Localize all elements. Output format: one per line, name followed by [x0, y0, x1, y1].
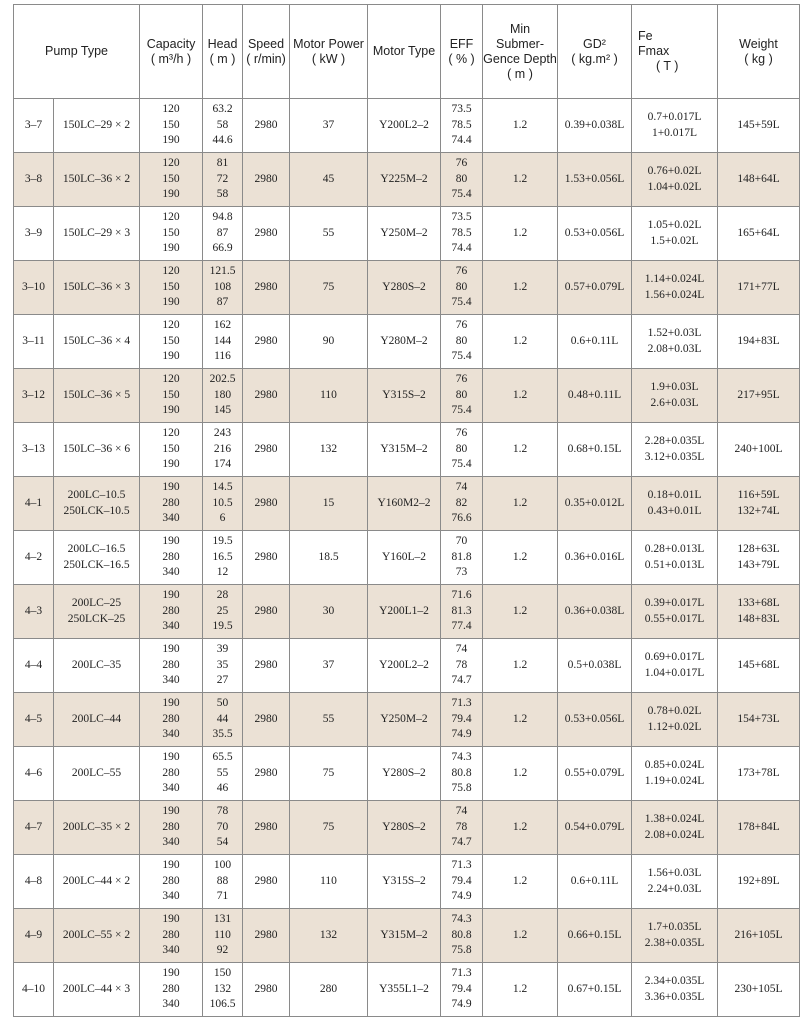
motor-power-value: 18.5 [290, 531, 368, 585]
table-row [14, 423, 800, 477]
motor-power-value: 37 [290, 99, 368, 153]
fe-fmax-values: 1.7+0.035L 2.38+0.035L [632, 909, 718, 963]
head-values: 150 132 106.5 [203, 963, 243, 1017]
fe-fmax-values: 1.14+0.024L 1.56+0.024L [632, 261, 718, 315]
weight-values: 178+84L [718, 801, 800, 855]
speed-value: 2980 [243, 909, 290, 963]
fe-fmax-values: 1.05+0.02L 1.5+0.02L [632, 207, 718, 261]
row-id: 4–2 [14, 531, 54, 585]
table-body [14, 99, 800, 1017]
row-id: 4–10 [14, 963, 54, 1017]
speed-value: 2980 [243, 423, 290, 477]
submergence-value: 1.2 [483, 531, 558, 585]
weight-values: 165+64L [718, 207, 800, 261]
pump-model: 200LC–10.5 250LCK–10.5 [54, 477, 140, 531]
weight-values: 173+78L [718, 747, 800, 801]
row-id: 4–7 [14, 801, 54, 855]
capacity-values: 190 280 340 [140, 585, 203, 639]
row-id: 3–8 [14, 153, 54, 207]
submergence-value: 1.2 [483, 639, 558, 693]
pump-model: 150LC–29 × 3 [54, 207, 140, 261]
motor-type-value: Y250M–2 [368, 207, 441, 261]
submergence-value: 1.2 [483, 693, 558, 747]
motor-power-value: 15 [290, 477, 368, 531]
submergence-value: 1.2 [483, 261, 558, 315]
head-values: 81 72 58 [203, 153, 243, 207]
pump-model: 200LC–44 × 3 [54, 963, 140, 1017]
gd2-value: 0.53+0.056L [558, 693, 632, 747]
gd2-value: 0.36+0.038L [558, 585, 632, 639]
eff-values: 74 78 74.7 [441, 801, 483, 855]
head-values: 14.5 10.5 6 [203, 477, 243, 531]
speed-value: 2980 [243, 639, 290, 693]
row-id: 4–8 [14, 855, 54, 909]
motor-power-value: 132 [290, 423, 368, 477]
gd2-value: 0.57+0.079L [558, 261, 632, 315]
table-row [14, 855, 800, 909]
eff-values: 74 78 74.7 [441, 639, 483, 693]
gd2-value: 0.68+0.15L [558, 423, 632, 477]
motor-power-value: 75 [290, 747, 368, 801]
table-row [14, 153, 800, 207]
motor-type-value: Y280S–2 [368, 261, 441, 315]
gd2-value: 0.36+0.016L [558, 531, 632, 585]
capacity-values: 120 150 190 [140, 261, 203, 315]
eff-values: 74 82 76.6 [441, 477, 483, 531]
speed-value: 2980 [243, 531, 290, 585]
head-values: 100 88 71 [203, 855, 243, 909]
speed-value: 2980 [243, 153, 290, 207]
row-id: 3–12 [14, 369, 54, 423]
capacity-values: 190 280 340 [140, 855, 203, 909]
weight-values: 128+63L 143+79L [718, 531, 800, 585]
pump-model: 200LC–35 [54, 639, 140, 693]
pump-model: 150LC–36 × 6 [54, 423, 140, 477]
motor-type-value: Y355L1–2 [368, 963, 441, 1017]
submergence-value: 1.2 [483, 153, 558, 207]
row-id: 4–1 [14, 477, 54, 531]
fe-fmax-values: 0.76+0.02L 1.04+0.02L [632, 153, 718, 207]
submergence-value: 1.2 [483, 585, 558, 639]
capacity-values: 120 150 190 [140, 315, 203, 369]
table-row [14, 963, 800, 1017]
gd2-value: 0.6+0.11L [558, 855, 632, 909]
motor-type-value: Y250M–2 [368, 693, 441, 747]
head-values: 78 70 54 [203, 801, 243, 855]
head-values: 202.5 180 145 [203, 369, 243, 423]
weight-values: 217+95L [718, 369, 800, 423]
gd2-value: 0.66+0.15L [558, 909, 632, 963]
header-capacity: Capacity ( m³/h ) [140, 5, 203, 99]
fe-fmax-values: 1.52+0.03L 2.08+0.03L [632, 315, 718, 369]
motor-power-value: 45 [290, 153, 368, 207]
eff-values: 76 80 75.4 [441, 423, 483, 477]
fe-fmax-values: 2.28+0.035L 3.12+0.035L [632, 423, 718, 477]
table-row [14, 531, 800, 585]
weight-values: 154+73L [718, 693, 800, 747]
weight-values: 133+68L 148+83L [718, 585, 800, 639]
motor-power-value: 75 [290, 801, 368, 855]
header-submergence: Min Submer- Gence Depth ( m ) [483, 5, 558, 99]
motor-power-value: 55 [290, 207, 368, 261]
speed-value: 2980 [243, 747, 290, 801]
pump-model: 150LC–36 × 5 [54, 369, 140, 423]
motor-power-value: 30 [290, 585, 368, 639]
submergence-value: 1.2 [483, 801, 558, 855]
gd2-value: 1.53+0.056L [558, 153, 632, 207]
speed-value: 2980 [243, 261, 290, 315]
table-row [14, 477, 800, 531]
motor-type-value: Y200L2–2 [368, 99, 441, 153]
table-row [14, 207, 800, 261]
gd2-value: 0.39+0.038L [558, 99, 632, 153]
gd2-value: 0.67+0.15L [558, 963, 632, 1017]
motor-type-value: Y200L2–2 [368, 639, 441, 693]
header-motor-power: Motor Power ( kW ) [290, 5, 368, 99]
pump-spec-sheet [13, 4, 799, 1017]
fe-fmax-values: 0.78+0.02L 1.12+0.02L [632, 693, 718, 747]
eff-values: 73.5 78.5 74.4 [441, 207, 483, 261]
weight-values: 192+89L [718, 855, 800, 909]
gd2-value: 0.35+0.012L [558, 477, 632, 531]
head-values: 63.2 58 44.6 [203, 99, 243, 153]
head-values: 243 216 174 [203, 423, 243, 477]
pump-model: 200LC–16.5 250LCK–16.5 [54, 531, 140, 585]
capacity-values: 190 280 340 [140, 909, 203, 963]
row-id: 4–9 [14, 909, 54, 963]
head-values: 121.5 108 87 [203, 261, 243, 315]
speed-value: 2980 [243, 801, 290, 855]
head-values: 94.8 87 66.9 [203, 207, 243, 261]
motor-type-value: Y225M–2 [368, 153, 441, 207]
weight-values: 148+64L [718, 153, 800, 207]
gd2-value: 0.5+0.038L [558, 639, 632, 693]
pump-model: 200LC–55 [54, 747, 140, 801]
header-pump-type: Pump Type [14, 5, 140, 99]
motor-power-value: 110 [290, 855, 368, 909]
eff-values: 71.3 79.4 74.9 [441, 855, 483, 909]
submergence-value: 1.2 [483, 423, 558, 477]
motor-type-value: Y160M2–2 [368, 477, 441, 531]
weight-values: 171+77L [718, 261, 800, 315]
motor-type-value: Y315M–2 [368, 909, 441, 963]
eff-values: 70 81.8 73 [441, 531, 483, 585]
fe-fmax-values: 1.38+0.024L 2.08+0.024L [632, 801, 718, 855]
submergence-value: 1.2 [483, 855, 558, 909]
capacity-values: 120 150 190 [140, 423, 203, 477]
head-values: 19.5 16.5 12 [203, 531, 243, 585]
capacity-values: 190 280 340 [140, 531, 203, 585]
fe-fmax-values: 0.18+0.01L 0.43+0.01L [632, 477, 718, 531]
table-row [14, 369, 800, 423]
fe-fmax-values: 1.56+0.03L 2.24+0.03L [632, 855, 718, 909]
head-values: 39 35 27 [203, 639, 243, 693]
header-row [14, 5, 800, 99]
fe-fmax-values: 1.9+0.03L 2.6+0.03L [632, 369, 718, 423]
header-motor-type: Motor Type [368, 5, 441, 99]
speed-value: 2980 [243, 855, 290, 909]
submergence-value: 1.2 [483, 99, 558, 153]
row-id: 3–11 [14, 315, 54, 369]
table-row [14, 909, 800, 963]
gd2-value: 0.54+0.079L [558, 801, 632, 855]
header-eff: EFF ( % ) [441, 5, 483, 99]
pump-model: 200LC–44 × 2 [54, 855, 140, 909]
head-values: 50 44 35.5 [203, 693, 243, 747]
row-id: 4–5 [14, 693, 54, 747]
motor-type-value: Y200L1–2 [368, 585, 441, 639]
speed-value: 2980 [243, 99, 290, 153]
head-values: 162 144 116 [203, 315, 243, 369]
weight-values: 194+83L [718, 315, 800, 369]
motor-power-value: 75 [290, 261, 368, 315]
motor-type-value: Y280S–2 [368, 801, 441, 855]
row-id: 4–3 [14, 585, 54, 639]
pump-model: 150LC–29 × 2 [54, 99, 140, 153]
speed-value: 2980 [243, 693, 290, 747]
motor-type-value: Y160L–2 [368, 531, 441, 585]
eff-values: 74.3 80.8 75.8 [441, 747, 483, 801]
capacity-values: 120 150 190 [140, 153, 203, 207]
submergence-value: 1.2 [483, 909, 558, 963]
speed-value: 2980 [243, 585, 290, 639]
submergence-value: 1.2 [483, 477, 558, 531]
fe-fmax-values: 0.69+0.017L 1.04+0.017L [632, 639, 718, 693]
header-gd2: GD² ( kg.m² ) [558, 5, 632, 99]
submergence-value: 1.2 [483, 315, 558, 369]
capacity-values: 190 280 340 [140, 747, 203, 801]
capacity-values: 120 150 190 [140, 207, 203, 261]
capacity-values: 120 150 190 [140, 99, 203, 153]
speed-value: 2980 [243, 207, 290, 261]
fe-fmax-values: 0.7+0.017L 1+0.017L [632, 99, 718, 153]
speed-value: 2980 [243, 963, 290, 1017]
motor-power-value: 55 [290, 693, 368, 747]
pump-model: 150LC–36 × 2 [54, 153, 140, 207]
weight-values: 240+100L [718, 423, 800, 477]
eff-values: 76 80 75.4 [441, 369, 483, 423]
capacity-values: 190 280 340 [140, 639, 203, 693]
weight-values: 216+105L [718, 909, 800, 963]
fe-fmax-values: 0.85+0.024L 1.19+0.024L [632, 747, 718, 801]
fe-fmax-values: 0.28+0.013L 0.51+0.013L [632, 531, 718, 585]
capacity-values: 190 280 340 [140, 963, 203, 1017]
pump-spec-table [13, 4, 800, 1017]
submergence-value: 1.2 [483, 207, 558, 261]
fe-fmax-values: 0.39+0.017L 0.55+0.017L [632, 585, 718, 639]
motor-type-value: Y315S–2 [368, 369, 441, 423]
capacity-values: 120 150 190 [140, 369, 203, 423]
header-head: Head ( m ) [203, 5, 243, 99]
speed-value: 2980 [243, 477, 290, 531]
eff-values: 73.5 78.5 74.4 [441, 99, 483, 153]
table-row [14, 747, 800, 801]
row-id: 3–9 [14, 207, 54, 261]
eff-values: 76 80 75.4 [441, 315, 483, 369]
weight-values: 145+59L [718, 99, 800, 153]
pump-model: 200LC–35 × 2 [54, 801, 140, 855]
fe-fmax-values: 2.34+0.035L 3.36+0.035L [632, 963, 718, 1017]
submergence-value: 1.2 [483, 747, 558, 801]
eff-values: 71.3 79.4 74.9 [441, 963, 483, 1017]
header-weight: Weight ( kg ) [718, 5, 800, 99]
motor-power-value: 90 [290, 315, 368, 369]
table-row [14, 585, 800, 639]
head-values: 28 25 19.5 [203, 585, 243, 639]
row-id: 4–4 [14, 639, 54, 693]
row-id: 3–7 [14, 99, 54, 153]
capacity-values: 190 280 340 [140, 477, 203, 531]
header-speed: Speed ( r/min) [243, 5, 290, 99]
weight-values: 116+59L 132+74L [718, 477, 800, 531]
eff-values: 71.3 79.4 74.9 [441, 693, 483, 747]
motor-type-value: Y280S–2 [368, 747, 441, 801]
head-values: 131 110 92 [203, 909, 243, 963]
eff-values: 71.6 81.3 77.4 [441, 585, 483, 639]
weight-values: 145+68L [718, 639, 800, 693]
gd2-value: 0.55+0.079L [558, 747, 632, 801]
pump-model: 150LC–36 × 4 [54, 315, 140, 369]
weight-values: 230+105L [718, 963, 800, 1017]
header-fe-fmax: Fe Fmax ( T ) [632, 5, 718, 99]
gd2-value: 0.48+0.11L [558, 369, 632, 423]
row-id: 3–10 [14, 261, 54, 315]
gd2-value: 0.6+0.11L [558, 315, 632, 369]
table-row [14, 639, 800, 693]
motor-power-value: 37 [290, 639, 368, 693]
table-row [14, 801, 800, 855]
motor-power-value: 132 [290, 909, 368, 963]
head-values: 65.5 55 46 [203, 747, 243, 801]
motor-power-value: 110 [290, 369, 368, 423]
gd2-value: 0.53+0.056L [558, 207, 632, 261]
eff-values: 76 80 75.4 [441, 153, 483, 207]
table-row [14, 315, 800, 369]
pump-model: 150LC–36 × 3 [54, 261, 140, 315]
motor-power-value: 280 [290, 963, 368, 1017]
capacity-values: 190 280 340 [140, 693, 203, 747]
table-row [14, 261, 800, 315]
pump-model: 200LC–25 250LCK–25 [54, 585, 140, 639]
submergence-value: 1.2 [483, 963, 558, 1017]
table-row [14, 693, 800, 747]
motor-type-value: Y315S–2 [368, 855, 441, 909]
motor-type-value: Y280M–2 [368, 315, 441, 369]
submergence-value: 1.2 [483, 369, 558, 423]
motor-type-value: Y315M–2 [368, 423, 441, 477]
eff-values: 74.3 80.8 75.8 [441, 909, 483, 963]
pump-model: 200LC–55 × 2 [54, 909, 140, 963]
row-id: 4–6 [14, 747, 54, 801]
speed-value: 2980 [243, 369, 290, 423]
table-row [14, 99, 800, 153]
capacity-values: 190 280 340 [140, 801, 203, 855]
row-id: 3–13 [14, 423, 54, 477]
eff-values: 76 80 75.4 [441, 261, 483, 315]
speed-value: 2980 [243, 315, 290, 369]
pump-model: 200LC–44 [54, 693, 140, 747]
